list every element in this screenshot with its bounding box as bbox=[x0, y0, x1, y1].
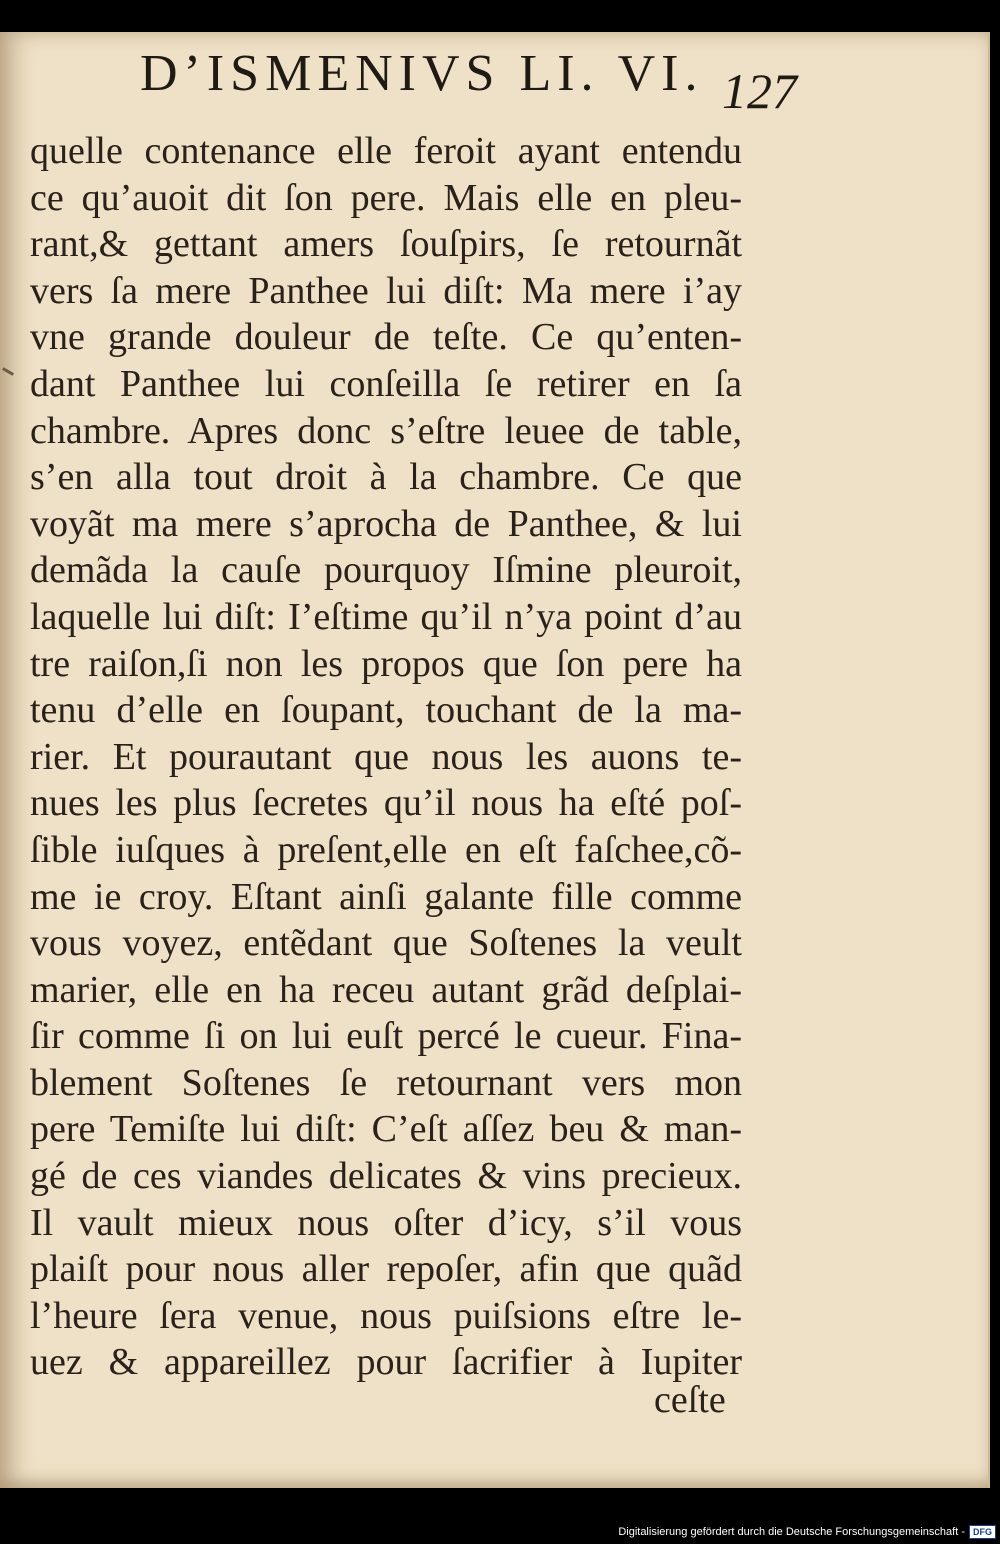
text-line: ce qu’auoit dit ſon pere. Mais elle en pleu- bbox=[30, 176, 742, 219]
margin-mark bbox=[2, 367, 14, 376]
text-line: rier. Et pourautant que nous les auons te- bbox=[30, 735, 742, 778]
dfg-logo-icon: DFG bbox=[969, 1525, 996, 1539]
text-line: dant Panthee lui conſeilla ſe retirer en ſa bbox=[30, 362, 742, 405]
running-title: D’ISMENIVS LI. VI. bbox=[140, 45, 704, 102]
text-line: l’heure ſera venue, nous puiſsions eſtre le- bbox=[30, 1294, 742, 1337]
body-text bbox=[30, 128, 742, 1386]
text-line: chambre. Apres donc s’eſtre leuee de table, bbox=[30, 409, 742, 452]
text-line: vers ſa mere Panthee lui diſt: Ma mere i’ay bbox=[30, 269, 742, 312]
funding-credit: Digitalisierung gefördert durch die Deutsche Forschungsgemeinschaft - bbox=[618, 1526, 965, 1538]
text-line: tre raiſon,ſi non les propos que ſon pere ha bbox=[30, 642, 742, 685]
catchword: ceſte bbox=[654, 1379, 726, 1421]
text-line: s’en alla tout droit à la chambre. Ce que bbox=[30, 456, 742, 499]
text-line: voyãt ma mere s’aprocha de Panthee, & lui bbox=[30, 502, 742, 545]
text-line: vous voyez, entẽdant que Soſtenes la veult bbox=[30, 922, 742, 965]
text-line: nues les plus ſecretes qu’il nous ha eſté poſ- bbox=[30, 782, 742, 825]
text-line: me ie croy. Eſtant ainſi galante fille comme bbox=[30, 875, 742, 918]
text-line: demãda la cauſe pourquoy Iſmine pleuroit, bbox=[30, 549, 742, 592]
text-line: ſir comme ſi on lui euſt percé le cueur. Fina- bbox=[30, 1015, 742, 1058]
digitization-footer bbox=[618, 1525, 996, 1539]
page-number: 127 bbox=[722, 63, 797, 119]
text-line: Il vault mieux nous oſter d’icy, s’il vous bbox=[30, 1201, 742, 1244]
text-line: blement Soſtenes ſe retournant vers mon bbox=[30, 1061, 742, 1104]
page-edge bbox=[988, 32, 990, 1488]
text-line: uez & appareillez pour ſacrifier à Iupiter bbox=[30, 1341, 742, 1384]
text-line: vne grande douleur de teſte. Ce qu’enten- bbox=[30, 316, 742, 359]
text-line: pere Temiſte lui diſt: C’eſt aſſez beu & man- bbox=[30, 1108, 742, 1151]
text-line: quelle contenance elle feroit ayant entendu bbox=[30, 130, 742, 172]
text-line: rant,& gettant amers ſouſpirs, ſe retournãt bbox=[30, 223, 742, 266]
text-line: plaiſt pour nous aller repoſer, afin que quãd bbox=[30, 1248, 742, 1291]
text-line: gé de ces viandes delicates & vins precieux. bbox=[30, 1155, 742, 1198]
book-page bbox=[0, 32, 990, 1488]
text-line: marier, elle en ha receu autant grãd deſplai- bbox=[30, 968, 742, 1011]
text-line: ſible iuſques à preſent,elle en eſt faſchee,cõ- bbox=[30, 828, 742, 871]
text-line: tenu d’elle en ſoupant, touchant de la ma- bbox=[30, 689, 742, 732]
text-line: laquelle lui diſt: I’eſtime qu’il n’ya point d’au bbox=[30, 595, 742, 638]
